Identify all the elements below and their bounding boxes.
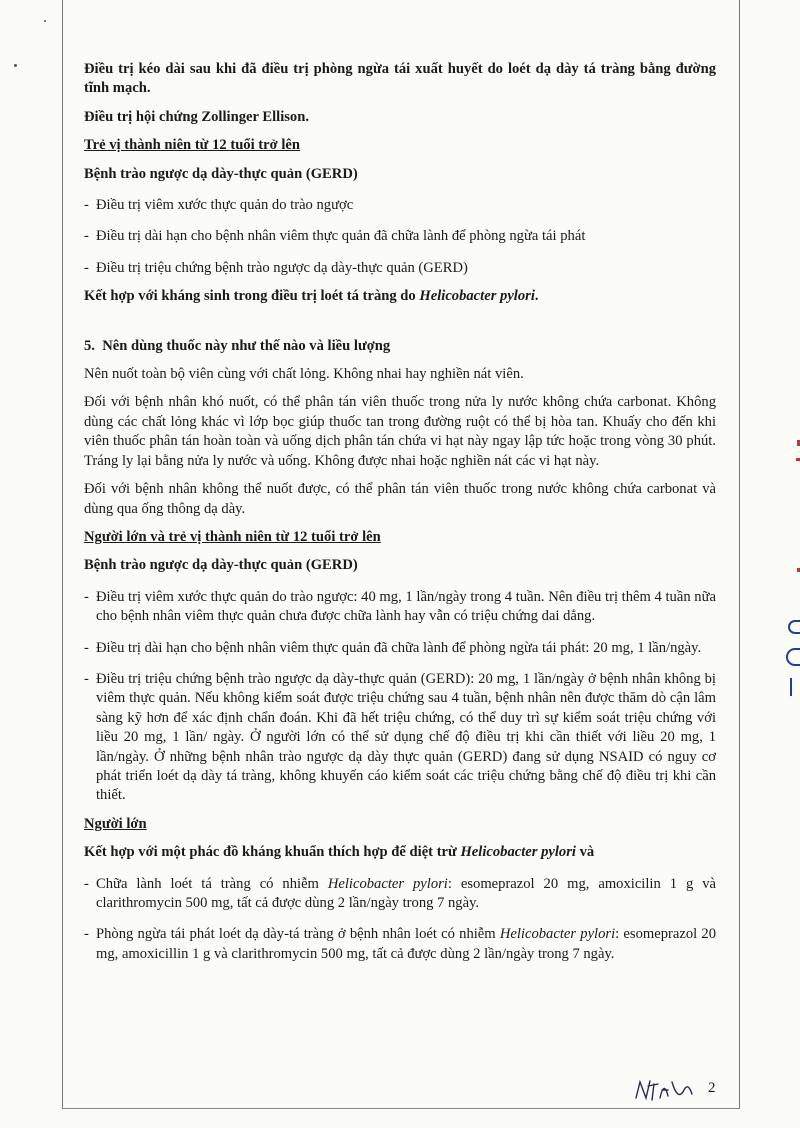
list-item: - Điều trị dài hạn cho bệnh nhân viêm thực quản đã chữa lành để phòng ngừa tái phát xyxy=(84,227,716,246)
list-item: - Điều trị triệu chứng bệnh trào ngược dạ dày-thực quản (GERD) xyxy=(84,259,716,278)
section-heading-adults-adolescents: Người lớn và trẻ vị thành niên từ 12 tuổi trở lên xyxy=(84,528,381,545)
gastric-tube-instruction: Đối với bệnh nhân không thể nuốt được, có thể phân tán viên thuốc trong nước không chứa carbonat và dùng qua ống thông dạ dày. xyxy=(84,481,716,517)
scan-speck xyxy=(44,20,46,22)
list-item: - Điều trị triệu chứng bệnh trào ngược dạ dày-thực quản (GERD): 20 mg, 1 lần/ngày ở bệnh nhân không bị viêm thực quản. Nếu không kiểm soát được triệu chứng sau 4 tuần, bệnh nhân nên được thăm dò cận lâm sàng kỹ hơn để xác định chẩn đoán. Khi đã hết triệu chứng, có thể duy trì sự kiểm soát triệu chứng với liều 20 mg, 1 lần/ ngày. Ở người lớn có thể sử dụng chế độ điều trị khi cần thiết với liều 20 mg, 1 lần/ngày. Ở những bệnh nhân trào ngược dạ dày thực quản (GERD) đang sử dụng NSAID có nguy cơ phát triển loét dạ dày tá tràng, không khuyến cáo kiểm soát các triệu chứng bằng chế độ điều trị khi cần thiết. xyxy=(84,670,716,804)
bullet-dash: - xyxy=(84,926,89,943)
bullet-dash: - xyxy=(84,875,89,892)
indication-hp-antibiotic-combo: Kết hợp với kháng sinh trong điều trị loét tá tràng do Helicobacter pylori. xyxy=(84,288,539,305)
indication-zollinger-ellison: Điều trị hội chứng Zollinger Ellison. xyxy=(84,108,309,125)
hp-regimen-heading: Kết hợp với một phác đồ kháng khuẩn thích hợp để diệt trừ Helicobacter pylori và xyxy=(84,844,595,861)
list-item: - Điều trị viêm xước thực quản do trào ngược: 40 mg, 1 lần/ngày trong 4 tuần. Nên điều trị thêm 4 tuần nữa cho bệnh nhân viêm thực quản chưa được chữa lành hay vẫn có triệu chứng dai dẳng. xyxy=(84,588,716,625)
handwritten-initials-signature xyxy=(634,1076,696,1104)
page-number: 2 xyxy=(708,1080,716,1096)
leaflet-page-body xyxy=(84,60,716,964)
list-item: - Điều trị viêm xước thực quản do trào ngược xyxy=(84,196,716,215)
section-heading-gerd-dosing: Bệnh trào ngược dạ dày-thực quản (GERD) xyxy=(84,557,358,574)
bullet-dash: - xyxy=(84,670,89,687)
list-item: - Chữa lành loét tá tràng có nhiễm Helicobacter pylori: esomeprazol 20 mg, amoxicilin 1 g và clarithromycin 500 mg, tất cả được dùng 2 lần/ngày trong 7 ngày. xyxy=(84,875,716,911)
list-item: - Phòng ngừa tái phát loét dạ dày-tá tràng ở bệnh nhân loét có nhiễm Helicobacter pylori: esomeprazol 20 mg, amoxicillin 1 g và clarithromycin 500 mg, tất cả được dùng 2 lần/ngày trong 7 ngày. xyxy=(84,926,716,962)
page-frame-right-line xyxy=(739,0,740,1108)
stamp-fragment-icon xyxy=(786,440,800,740)
bullet-dash: - xyxy=(84,639,89,656)
scan-speck xyxy=(14,64,17,67)
bullet-dash: - xyxy=(84,588,89,605)
dispersion-instruction: Đối với bệnh nhân khó nuốt, có thể phân tán viên thuốc trong nửa ly nước không chứa carbonat. Không dùng các chất lỏng khác vì lớp bọc giúp thuốc tan trong đường ruột có thể bị hòa tan. Khuấy cho đến khi viên thuốc phân tán hoàn toàn và uống dịch phân tán chứa vi hạt này ngay lập tức hoặc trong vòng 30 phút. Tráng ly lại bằng nửa ly nước và uống. Không được nhai hoặc nghiền nát các vi hạt này. xyxy=(84,394,716,469)
bullet-dash: - xyxy=(84,259,89,276)
list-item: - Điều trị dài hạn cho bệnh nhân viêm thực quản đã chữa lành để phòng ngừa tái phát: 20 mg, 1 lần/ngày. xyxy=(84,639,716,658)
page-frame-left-line xyxy=(62,0,63,1108)
indication-prolonged-iv-followup: Điều trị kéo dài sau khi đã điều trị phòng ngừa tái xuất huyết do loét dạ dày tá tràng bằng đường tĩnh mạch. xyxy=(84,61,716,97)
page-frame-bottom-line xyxy=(62,1108,740,1109)
section-heading-gerd: Bệnh trào ngược dạ dày-thực quản (GERD) xyxy=(84,165,358,182)
section-heading-adolescents: Trẻ vị thành niên từ 12 tuổi trở lên xyxy=(84,137,301,154)
section-5-heading: 5. Nên dùng thuốc này như thế nào và liều lượng xyxy=(84,337,391,354)
section-heading-adults: Người lớn xyxy=(84,815,147,832)
swallow-instruction: Nên nuốt toàn bộ viên cùng với chất lỏng. Không nhai hay nghiền nát viên. xyxy=(84,366,524,383)
bullet-dash: - xyxy=(84,228,89,245)
bullet-dash: - xyxy=(84,197,89,214)
